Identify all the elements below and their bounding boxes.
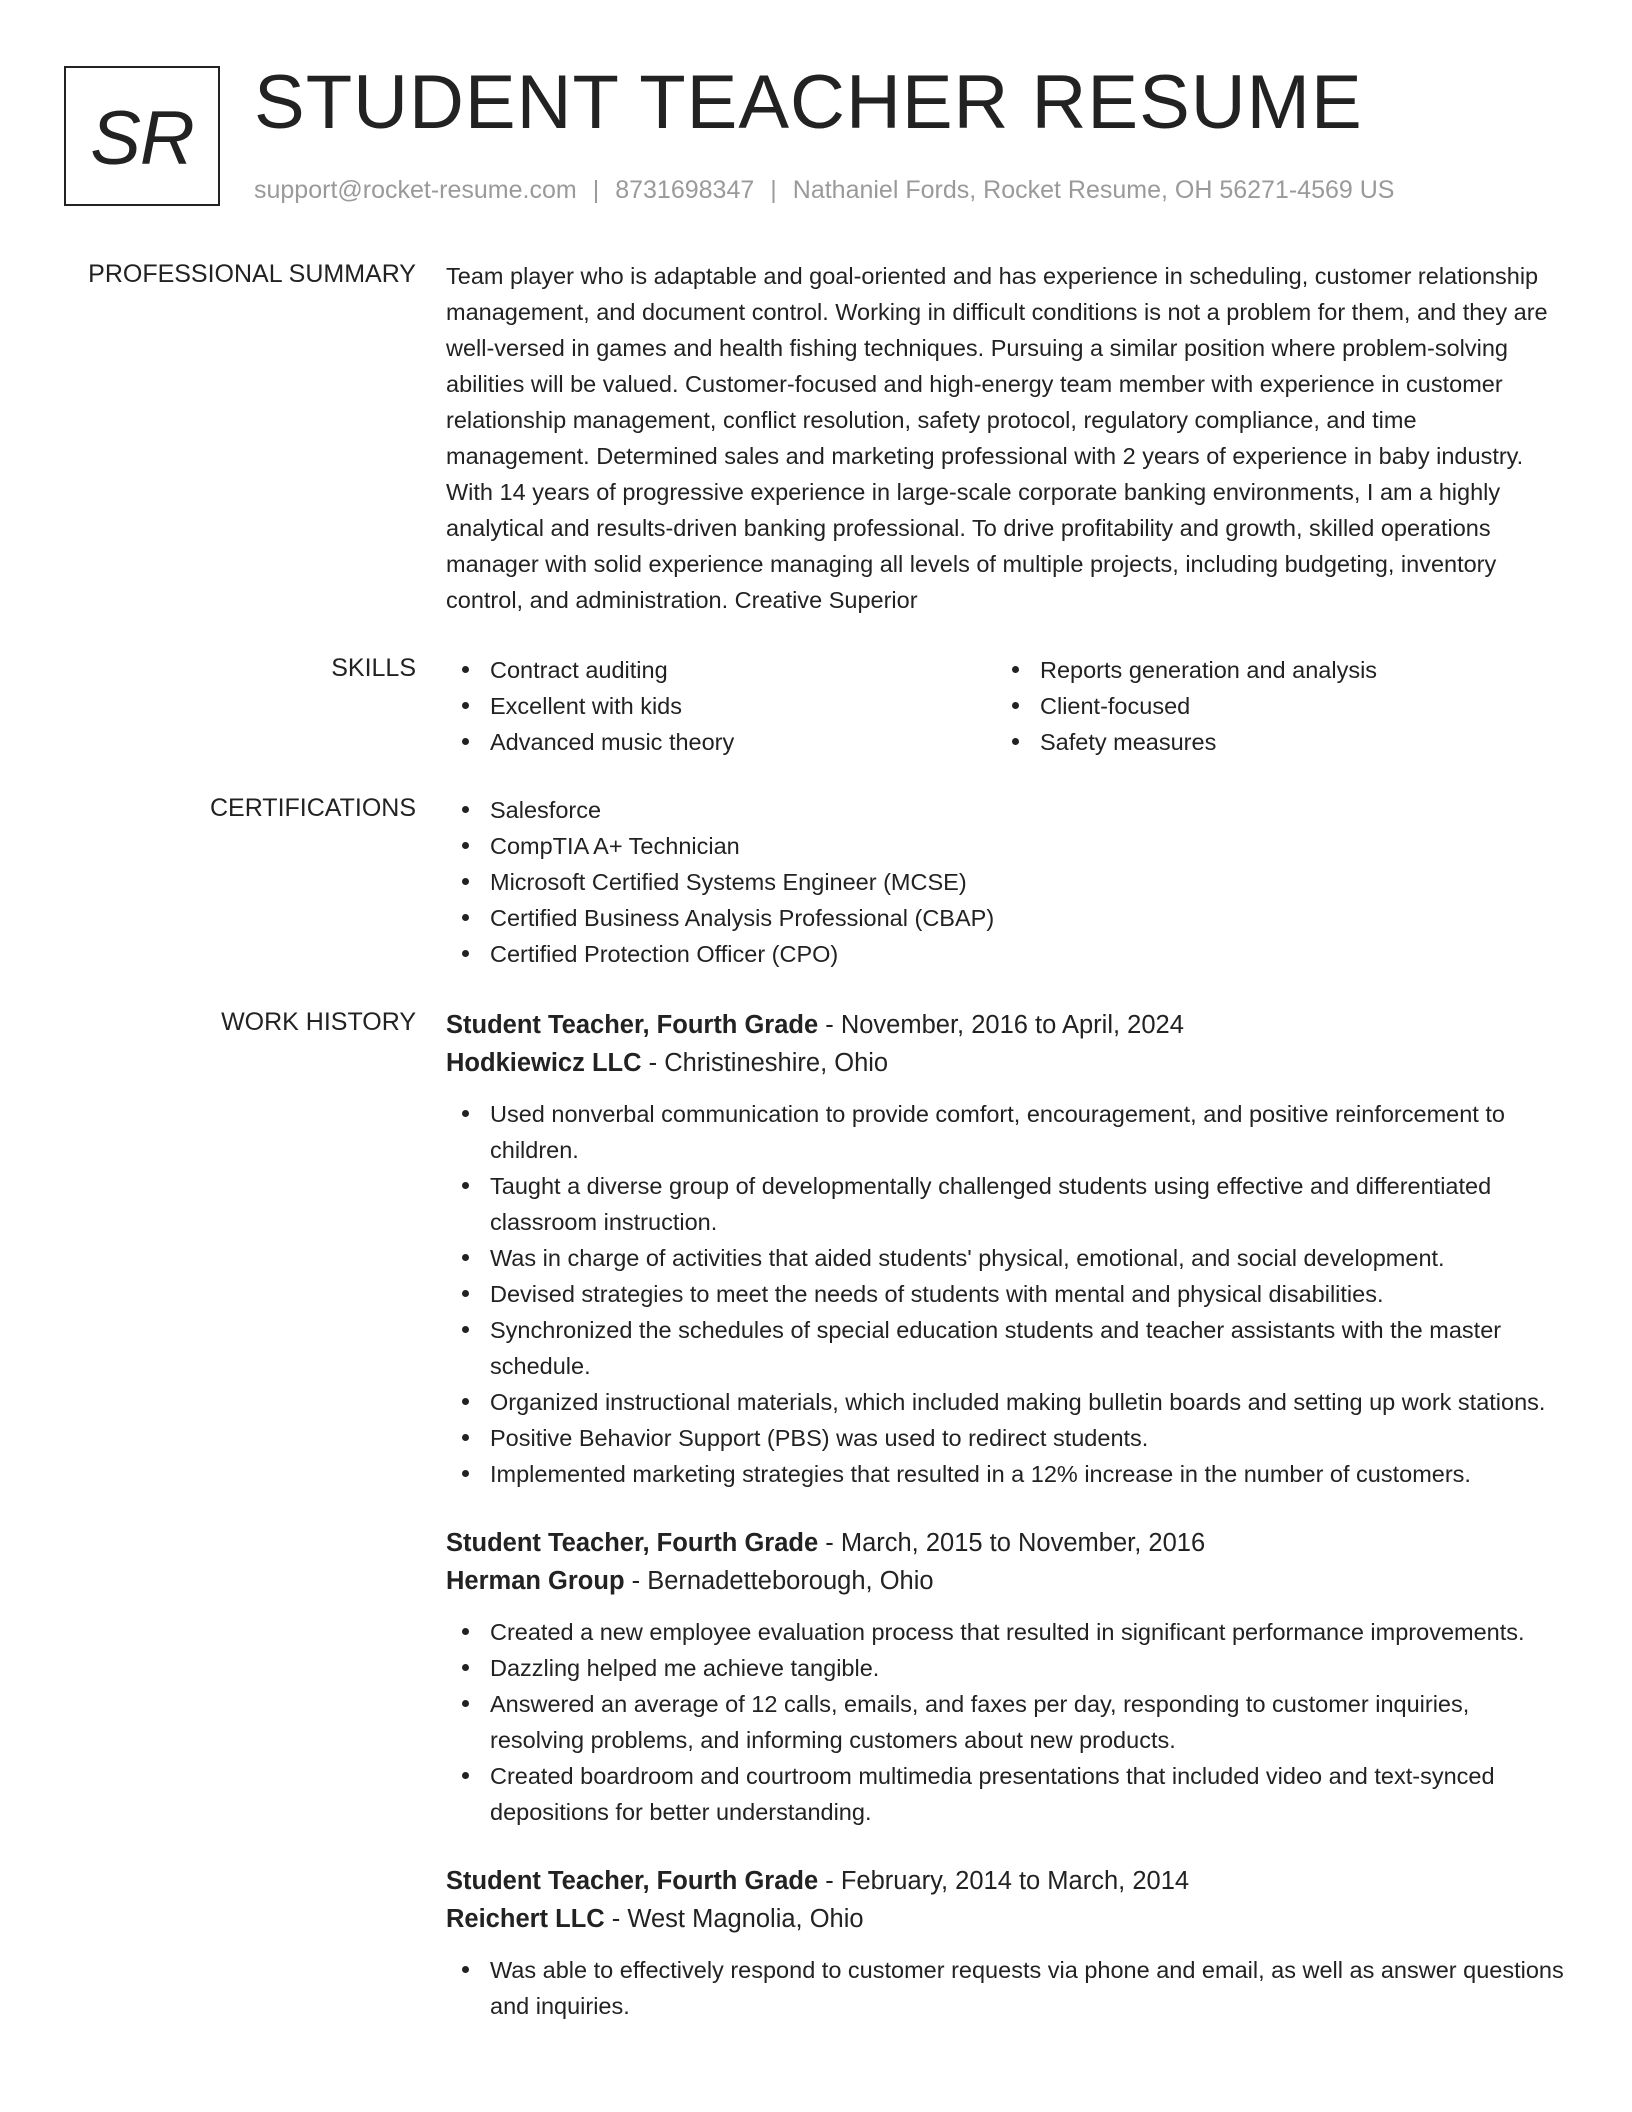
job-entry xyxy=(446,1524,1566,1830)
job-bullet: Organized instructional materials, which included making bulletin boards and setting up work stations. xyxy=(446,1384,1566,1420)
skill-item: Safety measures xyxy=(996,724,1546,760)
job-bullet: Taught a diverse group of developmentally challenged students using effective and differentiated classroom instruction. xyxy=(446,1168,1566,1240)
job-company: Hodkiewicz LLC xyxy=(446,1049,642,1077)
job-bullet: Was able to effectively respond to customer requests via phone and email, as well as answer questions and inquiries. xyxy=(446,1952,1566,2024)
skill-item: Reports generation and analysis xyxy=(996,652,1546,688)
job-title: Student Teacher, Fourth Grade xyxy=(446,1529,819,1557)
job-title-line xyxy=(446,1006,1566,1044)
certifications-heading: CERTIFICATIONS xyxy=(209,794,416,822)
job-dates: - February, 2014 to March, 2014 xyxy=(818,1867,1190,1895)
job-location: - West Magnolia, Ohio xyxy=(604,1905,864,1933)
job-entry xyxy=(446,1862,1566,2024)
skill-item: Contract auditing xyxy=(446,652,996,688)
job-bullet: Used nonverbal communication to provide comfort, encouragement, and positive reinforcement to children. xyxy=(446,1096,1566,1168)
job-bullets xyxy=(446,1096,1566,1492)
job-bullet: Created boardroom and courtroom multimedia presentations that included video and text-synced depositions for better understanding. xyxy=(446,1758,1566,1830)
job-company-line xyxy=(446,1044,1566,1082)
job-company: Herman Group xyxy=(446,1567,625,1595)
job-bullet: Dazzling helped me achieve tangible. xyxy=(446,1650,1566,1686)
job-location: - Christineshire, Ohio xyxy=(641,1049,889,1077)
summary-heading: PROFESSIONAL SUMMARY xyxy=(88,260,416,288)
skill-item: Excellent with kids xyxy=(446,688,996,724)
job-company-line xyxy=(446,1900,1566,1938)
job-title-line xyxy=(446,1862,1566,1900)
resume-title: STUDENT TEACHER RESUME xyxy=(254,60,1363,145)
skill-item: Advanced music theory xyxy=(446,724,996,760)
job-bullet: Answered an average of 12 calls, emails, and faxes per day, responding to customer inquiries, resolving problems, and informing customers about new products. xyxy=(446,1686,1566,1758)
job-bullet: Devised strategies to meet the needs of students with mental and physical disabilities. xyxy=(446,1276,1566,1312)
job-bullet: Implemented marketing strategies that resulted in a 12% increase in the number of customers. xyxy=(446,1456,1566,1492)
job-title: Student Teacher, Fourth Grade xyxy=(446,1011,819,1039)
job-bullet: Positive Behavior Support (PBS) was used to redirect students. xyxy=(446,1420,1566,1456)
certifications-body xyxy=(446,792,1566,972)
skill-item: Client-focused xyxy=(996,688,1546,724)
certifications-list xyxy=(446,792,1566,972)
skills-body xyxy=(446,652,1566,760)
certification-item: Microsoft Certified Systems Engineer (MCSE) xyxy=(446,864,1566,900)
contact-separator: | xyxy=(592,176,600,204)
summary-body xyxy=(446,258,1566,618)
certification-item: Salesforce xyxy=(446,792,1566,828)
contact-email[interactable]: support@rocket-resume.com xyxy=(254,176,577,204)
job-bullet: Synchronized the schedules of special education students and teacher assistants with the master schedule. xyxy=(446,1312,1566,1384)
job-company: Reichert LLC xyxy=(446,1905,605,1933)
job-title-line xyxy=(446,1524,1566,1562)
contact-line xyxy=(254,174,1394,206)
work-history-body xyxy=(446,1006,1566,2024)
monogram-initials: SR xyxy=(90,95,194,181)
summary-text: Team player who is adaptable and goal-oriented and has experience in scheduling, customer relationship management, and document control. Working in difficult conditions is not a problem for them, and they are well-versed in games and health fishing techniques. Pursuing a similar position where problem-solving abilities will be valued. Customer-focused and high-energy team member with experience in customer relationship management, conflict resolution, safety protocol, regulatory compliance, and time management. Determined sales and marketing professional with 2 years of experience in baby industry. With 14 years of progressive experience in large-scale corporate banking environments, I am a highly analytical and results-driven banking professional. To drive profitability and growth, skilled operations manager with solid experience managing all levels of multiple projects, including budgeting, inventory control, and administration. Creative Superior xyxy=(446,263,1548,613)
job-bullet: Was in charge of activities that aided students' physical, emotional, and social development. xyxy=(446,1240,1566,1276)
contact-separator: | xyxy=(770,176,777,204)
skills-list-left xyxy=(446,652,996,760)
certification-item: CompTIA A+ Technician xyxy=(446,828,1566,864)
job-dates: - November, 2016 to April, 2024 xyxy=(818,1011,1184,1039)
job-bullets xyxy=(446,1952,1566,2024)
job-entry xyxy=(446,1006,1566,1492)
skills-list-right xyxy=(996,652,1546,760)
certification-item: Certified Business Analysis Professional (CBAP) xyxy=(446,900,1566,936)
work-history-heading: WORK HISTORY xyxy=(221,1008,416,1036)
monogram-box xyxy=(64,66,220,206)
job-bullets xyxy=(446,1614,1566,1830)
job-dates: - March, 2015 to November, 2016 xyxy=(818,1529,1206,1557)
job-company-line xyxy=(446,1562,1566,1600)
job-title: Student Teacher, Fourth Grade xyxy=(446,1867,819,1895)
job-bullet: Created a new employee evaluation process that resulted in significant performance improvements. xyxy=(446,1614,1566,1650)
skills-heading: SKILLS xyxy=(331,654,416,682)
job-location: - Bernadetteborough, Ohio xyxy=(624,1567,934,1595)
certification-item: Certified Protection Officer (CPO) xyxy=(446,936,1566,972)
contact-phone[interactable]: 8731698347 xyxy=(615,176,755,204)
contact-address: Nathaniel Fords, Rocket Resume, OH 56271-4569 US xyxy=(792,176,1395,204)
